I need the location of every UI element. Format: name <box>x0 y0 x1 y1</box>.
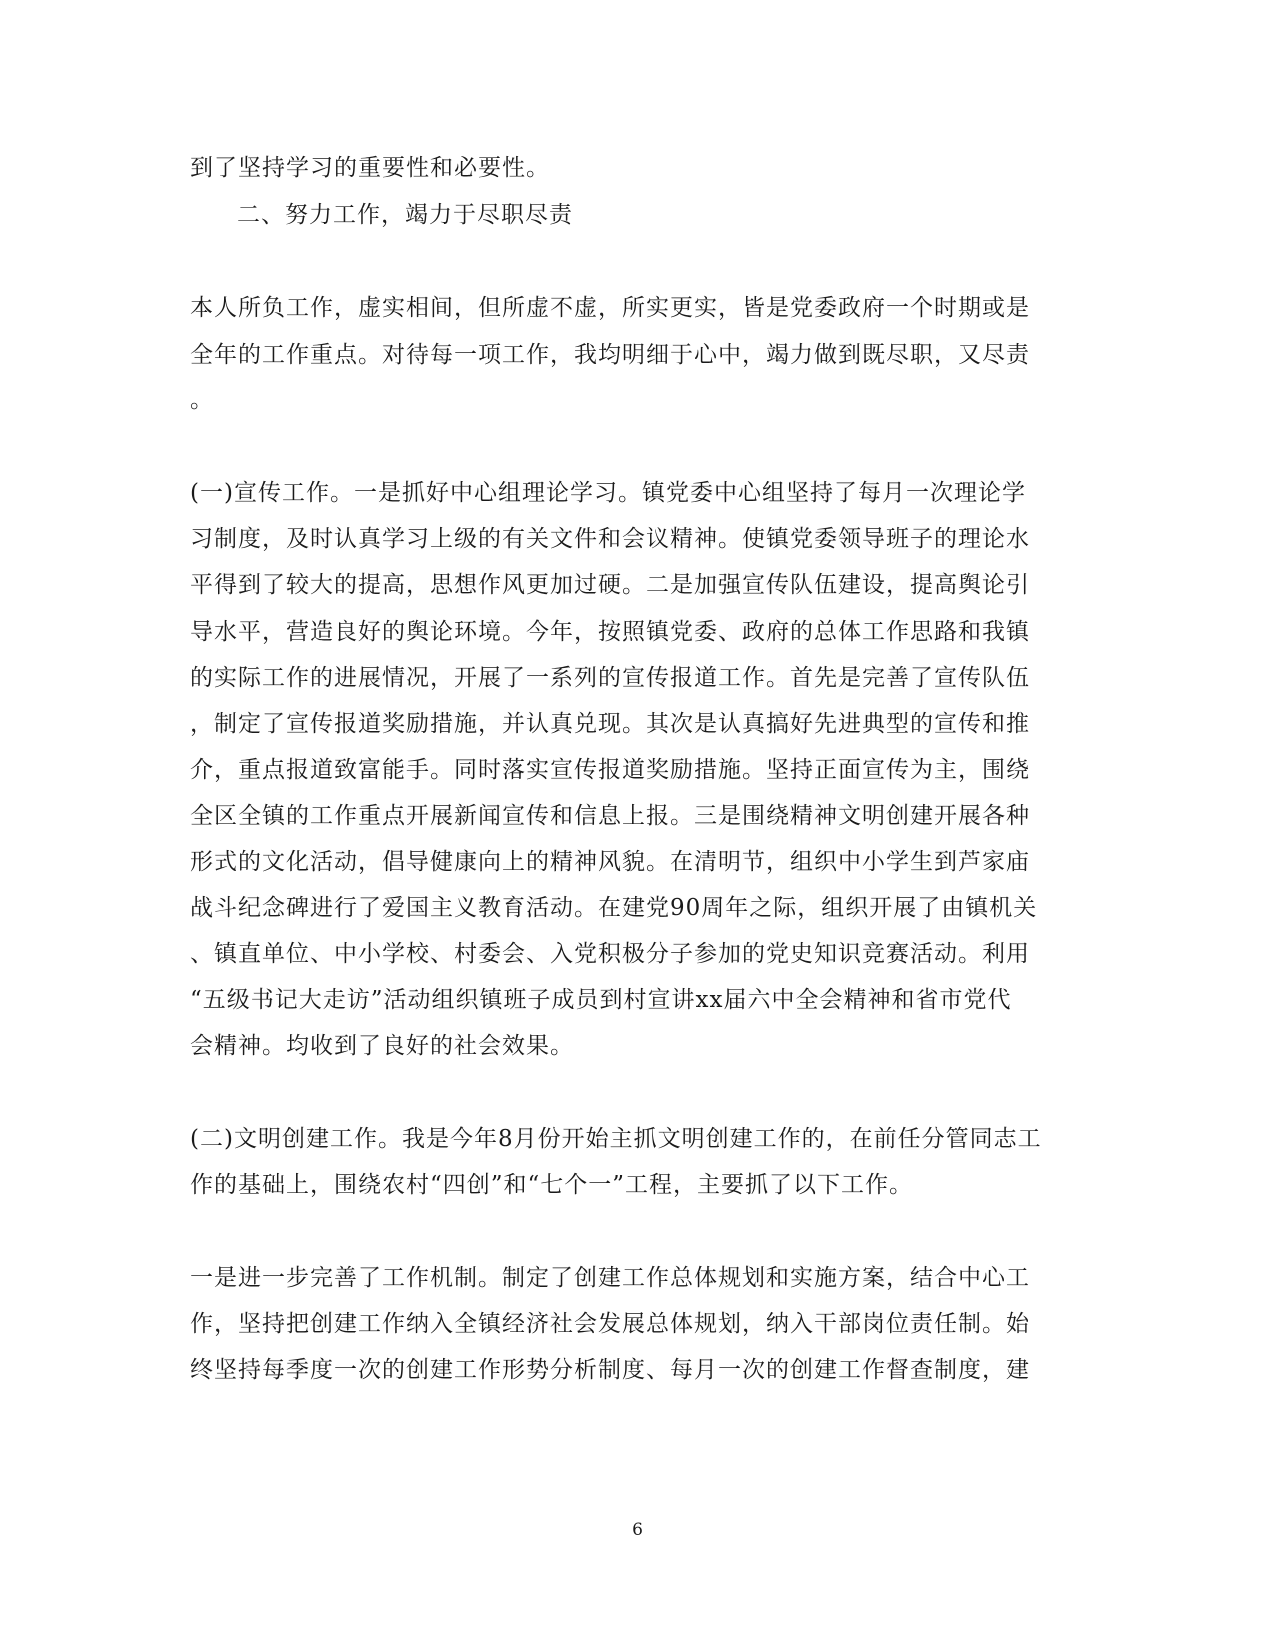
text-line: 全年的工作重点。对待每一项工作，我均明细于心中，竭力做到既尽职，又尽责 <box>190 342 1030 368</box>
text-line: 平得到了较大的提高，思想作风更加过硬。二是加强宣传队伍建设，提高舆论引 <box>190 572 1030 598</box>
text-line: 全区全镇的工作重点开展新闻宣传和信息上报。三是围绕精神文明创建开展各种 <box>190 803 1030 829</box>
text-line: 、镇直单位、中小学校、村委会、入党积极分子参加的党史知识竞赛活动。利用 <box>190 941 1030 967</box>
text-line: 的实际工作的进展情况，开展了一系列的宣传报道工作。首先是完善了宣传队伍 <box>190 665 1030 691</box>
text-line: 一是进一步完善了工作机制。制定了创建工作总体规划和实施方案，结合中心工 <box>190 1265 1030 1291</box>
text-line: 。 <box>190 387 214 413</box>
page-number: 6 <box>632 1520 643 1540</box>
text-line: 战斗纪念碑进行了爱国主义教育活动。在建党90周年之际，组织开展了由镇机关 <box>190 895 1038 921</box>
text-line: 会精神。均收到了良好的社会效果。 <box>190 1033 574 1059</box>
text-line: (二)文明创建工作。我是今年8月份开始主抓文明创建工作的，在前任分管同志工 <box>190 1126 1042 1152</box>
text-line: 介，重点报道致富能手。同时落实宣传报道奖励措施。坚持正面宣传为主，围绕 <box>190 757 1030 783</box>
text-line: “五级书记大走访”活动组织镇班子成员到村宣讲xx届六中全会精神和省市党代 <box>190 987 1012 1013</box>
text-line: ，制定了宣传报道奖励措施，并认真兑现。其次是认真搞好先进典型的宣传和推 <box>190 711 1030 737</box>
text-line: 导水平，营造良好的舆论环境。今年，按照镇党委、政府的总体工作思路和我镇 <box>190 619 1030 645</box>
text-line: (一)宣传工作。一是抓好中心组理论学习。镇党委中心组坚持了每月一次理论学 <box>190 480 1026 506</box>
text-line: 习制度，及时认真学习上级的有关文件和会议精神。使镇党委领导班子的理论水 <box>190 526 1030 552</box>
text-line: 终坚持每季度一次的创建工作形势分析制度、每月一次的创建工作督查制度，建 <box>190 1357 1030 1383</box>
text-line: 形式的文化活动，倡导健康向上的精神风貌。在清明节，组织中小学生到芦家庙 <box>190 849 1030 875</box>
text-line: 作，坚持把创建工作纳入全镇经济社会发展总体规划，纳入干部岗位责任制。始 <box>190 1311 1030 1337</box>
text-line: 本人所负工作，虚实相间，但所虚不虚，所实更实，皆是党委政府一个时期或是 <box>190 295 1030 321</box>
section-heading: 二、努力工作，竭力于尽职尽责 <box>237 202 573 228</box>
text-line: 作的基础上，围绕农村“四创”和“七个一”工程，主要抓了以下工作。 <box>190 1172 914 1198</box>
text-line: 到了坚持学习的重要性和必要性。 <box>190 155 550 181</box>
